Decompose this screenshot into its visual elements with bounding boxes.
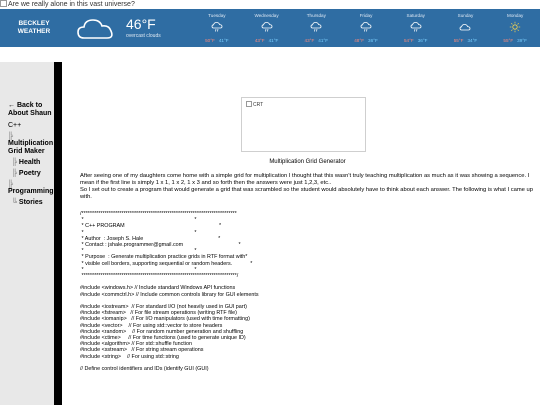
- sun-icon: [509, 21, 521, 33]
- cloud-icon: [459, 21, 471, 33]
- back-link[interactable]: ← Back to About Shaun: [8, 102, 52, 117]
- intro-text: [80, 173, 533, 201]
- tree-connector: ╠: [8, 181, 13, 188]
- crt-image: [241, 97, 366, 152]
- forecast-day: [391, 9, 441, 47]
- sidebar: [0, 62, 62, 405]
- day-low: 34°F: [467, 38, 478, 43]
- banner-image: [0, 0, 135, 9]
- intro-paragraph: So I set out to create a program that would generate a grid that was scrambled so the student would absolutely have to think about each answer. The following is what I came up with.: [80, 187, 533, 200]
- nav-item-programming[interactable]: Programming: [8, 188, 54, 195]
- forecast-day: [490, 9, 540, 47]
- broken-image-icon: [0, 0, 7, 7]
- main-content: [80, 62, 535, 405]
- cloud-icon: [76, 16, 116, 42]
- crt-image-alt: CRT: [253, 102, 264, 108]
- current-weather: [68, 9, 192, 47]
- day-low: 36°F: [417, 38, 428, 43]
- day-low: 41°F: [268, 38, 279, 43]
- forecast-day: [192, 9, 242, 47]
- day-name: Wednesday: [254, 13, 279, 18]
- day-low: 39°F: [517, 38, 527, 43]
- day-low: 41°F: [218, 38, 229, 43]
- day-high: 50°F: [205, 38, 215, 43]
- day-name: Sunday: [457, 13, 474, 18]
- tree-connector: ╠: [12, 170, 17, 177]
- intro-paragraph: After seeing one of my daughters come home with a simple grid for multiplication I thought that this wasn't truly teaching multiplication as much as it was showing a sequence. I mean if the first line is simply 1 x 1, 1 x 2, 1 x 3 and so forth then the answers were just 1,2,3, etc..: [80, 173, 530, 186]
- banner-alt-text: Are we really alone in this vast universe?: [8, 1, 135, 8]
- forecast-day: [291, 9, 341, 47]
- rain-cloud-icon: [410, 21, 422, 33]
- day-name: Saturday: [406, 13, 425, 18]
- day-high: 55°F: [453, 38, 464, 43]
- day-name: Tuesday: [208, 13, 226, 18]
- day-high: 55°F: [503, 38, 514, 43]
- day-high: 43°F: [304, 38, 315, 43]
- day-name: Monday: [507, 13, 524, 18]
- current-temp: 46°F: [126, 16, 156, 32]
- day-high: 54°F: [403, 38, 414, 43]
- forecast-day: [242, 9, 292, 47]
- rain-cloud-icon: [360, 21, 372, 33]
- image-caption: Multiplication Grid Generator: [269, 159, 346, 165]
- forecast-days: [192, 9, 540, 47]
- rain-cloud-icon: [261, 21, 273, 33]
- day-high: 48°F: [354, 38, 365, 43]
- rain-cloud-icon: [211, 21, 223, 33]
- day-low: 41°F: [318, 38, 329, 43]
- nav-item-cpp[interactable]: C++: [8, 122, 22, 129]
- day-high: 43°F: [254, 38, 265, 43]
- forecast-day: [341, 9, 391, 47]
- forecast-day: [441, 9, 491, 47]
- nav-item-health[interactable]: ╠ Health: [12, 159, 41, 166]
- tree-connector: ╠: [12, 159, 17, 166]
- rain-cloud-icon: [310, 21, 322, 33]
- day-low: 36°F: [368, 38, 378, 43]
- weather-city: BECKLEY WEATHER: [17, 20, 51, 35]
- tree-connector: ╠: [8, 133, 13, 140]
- day-name: Friday: [359, 13, 373, 18]
- day-name: Thursday: [306, 13, 326, 18]
- weather-widget: [0, 9, 540, 47]
- nav-item-multiplication-grid-maker[interactable]: Multiplication Grid Maker: [8, 140, 54, 155]
- sidebar-nav: [8, 102, 64, 210]
- broken-image-icon: [246, 101, 252, 107]
- nav-item-stories[interactable]: ╚ Stories: [12, 199, 43, 206]
- code-listing: /************************************************************************** * * * C++ PROGRAM * * * * Author : Joseph S. Hale * * Contact : jshale.programmer@gmail.com * * * * Purpose : Generate multiplication practice grids in RTF format with* * visible cell borders, supporting sequential or random headers. * * * **************************************************************************/ #include <windows.h> // Include standard Windows API functions #include <commctrl.h> // Include common controls library for GUI elements #include <iostream> // For standard I/O (not heavily used in GUI part) #include <fstream> // For file stream operations (writing RTF file) #include <iomanip> // For I/O manipulators (used with time formatting) #include <vector> // For using std::vector to store headers #include <random> // For random number generation and shuffling #include <ctime> // For time functions (used to generate unique ID) #include <algorithm> // For std::shuffle function #include <sstream> // For string stream operations #include <string> // For using std::string // Define control identifiers and IDs (identify GUI (GUI): [80, 211, 259, 373]
- current-desc: overcast clouds: [126, 33, 161, 39]
- nav-item-poetry[interactable]: ╠ Poetry: [12, 170, 41, 177]
- tree-connector: ╚: [12, 199, 17, 206]
